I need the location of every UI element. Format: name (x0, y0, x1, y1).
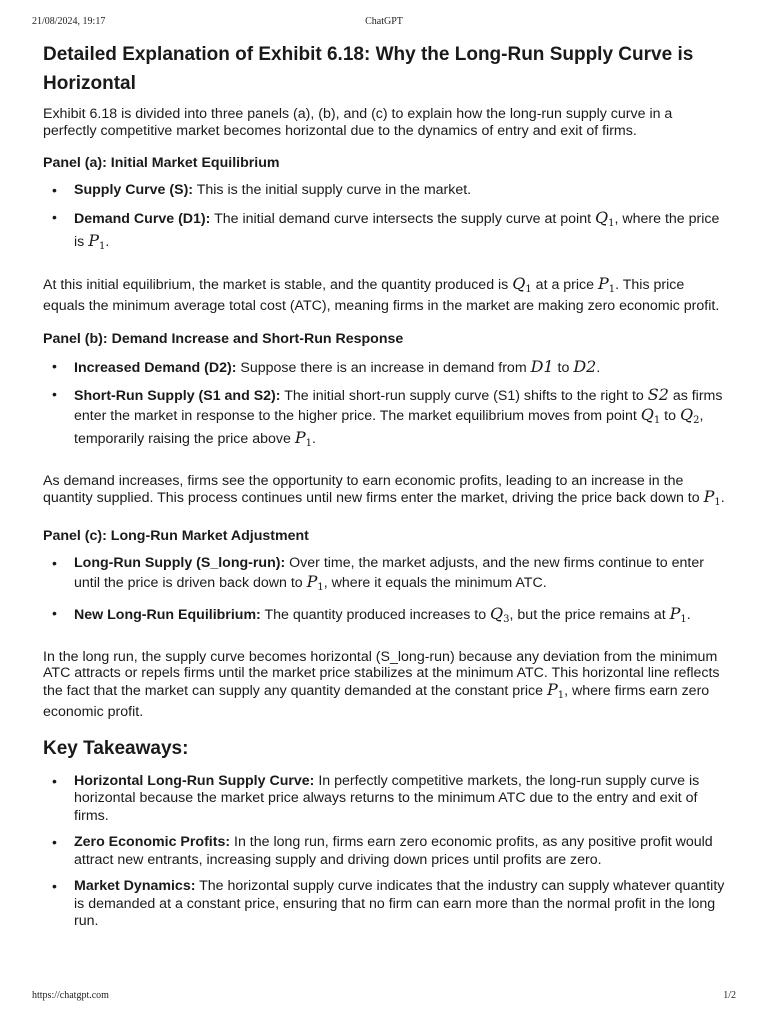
panel-a-heading: Panel (a): Initial Market Equilibrium (43, 155, 280, 172)
item-label: Market Dynamics: (74, 878, 196, 895)
print-page-number: 1/2 (723, 990, 736, 1001)
math-p1: $P_1$ (703, 487, 721, 509)
math-p1: $P_1$ (88, 231, 106, 253)
list-item (74, 182, 729, 200)
panel-b-paragraph: As demand increases, firms see the opportunity to earn economic profits, leading to an increase in the quantity supplied. This process continues until new firms enter the market, driving the price back down to $P_1$. (43, 472, 725, 509)
document-content (43, 40, 729, 951)
takeaways-list (43, 773, 729, 931)
item-label: Demand Curve (D1): (74, 210, 211, 227)
math-q1: $Q_1$ (640, 404, 661, 426)
math-p1: $P_1$ (306, 571, 324, 593)
list-item: • Demand Curve (D1): The initial demand curve intersects the supply curve at point $Q_1$, where the price is $P_1$. (74, 209, 729, 256)
list-item: • Increased Demand (D2): Suppose there is an increase in demand from D1 to D2. (74, 358, 729, 378)
print-header (32, 16, 736, 30)
list-item: • Short-Run Supply (S1 and S2): The initial short-run supply curve (S1) shifts to the right to S2 as firms enter the market in response to the higher price. The market equilibrium moves from point $Q_1$ to $Q_2$, temporarily raising the price above $P_1$. (74, 386, 729, 453)
math-p1: $P_1$ (546, 679, 565, 701)
item-text: This is the initial supply curve in the market. (193, 182, 472, 199)
panel-c-paragraph: In the long run, the supply curve becomes horizontal (S_long-run) because any deviation from the minimum ATC attracts or repels firms until the market price stabilizes at the minimum ATC. This horizontal line reflects the fact that the market can supply any quantity demanded at the constant price $P_1$, where firms earn zero economic profit. (43, 648, 720, 721)
print-url: https://chatgpt.com (32, 990, 109, 1001)
math-q1: $Q_1$ (512, 273, 532, 295)
print-footer (32, 990, 736, 1004)
math-s2: S2 (647, 385, 669, 405)
list-item (74, 773, 729, 826)
panel-a-paragraph: At this initial equilibrium, the market is stable, and the quantity produced is $Q_1$ at a price $P_1$. This price equals the minimum average total cost (ATC), meaning firms in the market are making zero economic profit. (43, 273, 720, 315)
item-label: Short-Run Supply (S1 and S2): (74, 388, 281, 405)
item-text: In perfectly competitive markets, the long-run supply curve is horizontal because the market price always returns to the minimum ATC due to the entry and exit of firms. (74, 772, 700, 824)
list-item: • New Long-Run Equilibrium: The quantity produced increases to $Q_3$, but the price remains at $P_1$. (74, 605, 729, 629)
math-d2: D2 (573, 356, 597, 376)
panel-b-list (43, 358, 729, 453)
print-app-title: ChatGPT (365, 16, 403, 27)
page-title: Detailed Explanation of Exhibit 6.18: Why the Long-Run Supply Curve is Horizontal (43, 44, 694, 94)
item-label: Supply Curve (S): (74, 182, 194, 199)
panel-c-list (43, 555, 729, 629)
list-item (74, 834, 729, 869)
item-label: Horizontal Long-Run Supply Curve: (74, 772, 315, 789)
item-label: New Long-Run Equilibrium: (74, 607, 261, 624)
item-text: In the long run, firms earn zero economic profits, as any positive profit would attract new entrants, increasing supply and driving down prices until profits are zero. (74, 834, 713, 868)
math-p1: $P_1$ (597, 273, 616, 295)
math-q3: $Q_3$ (490, 604, 510, 626)
list-item (74, 878, 729, 931)
panel-a-list (43, 182, 729, 256)
math-p1: $P_1$ (669, 604, 687, 626)
item-label: Long-Run Supply (S_long-run): (74, 555, 286, 572)
print-datetime: 21/08/2024, 19:17 (32, 16, 106, 27)
panel-b-heading: Panel (b): Demand Increase and Short-Run Response (43, 330, 404, 347)
math-p1: $P_1$ (294, 428, 312, 450)
math-q2: $Q_2$ (679, 404, 700, 426)
list-item: • Long-Run Supply (S_long-run): Over time, the market adjusts, and the new firms continue to enter until the price is driven back down to $P_1$, where it equals the minimum ATC. (74, 555, 729, 596)
item-text: The horizontal supply curve indicates that the industry can supply whatever quantity is demanded at a constant price, ensuring that no firm can earn more than the normal profit in the long run. (74, 878, 725, 930)
math-d1: D1 (530, 356, 554, 376)
item-label: Increased Demand (D2): (74, 359, 237, 376)
intro-paragraph: Exhibit 6.18 is divided into three panels (a), (b), and (c) to explain how the long-run supply curve in a perfectly competitive market becomes horizontal due to the dynamics of entry and exit of firms. (43, 106, 673, 139)
panel-c-heading: Panel (c): Long-Run Market Adjustment (43, 528, 309, 545)
takeaways-heading: Key Takeaways: (43, 737, 189, 759)
item-label: Zero Economic Profits: (74, 834, 231, 851)
math-q1: $Q_1$ (594, 207, 615, 229)
